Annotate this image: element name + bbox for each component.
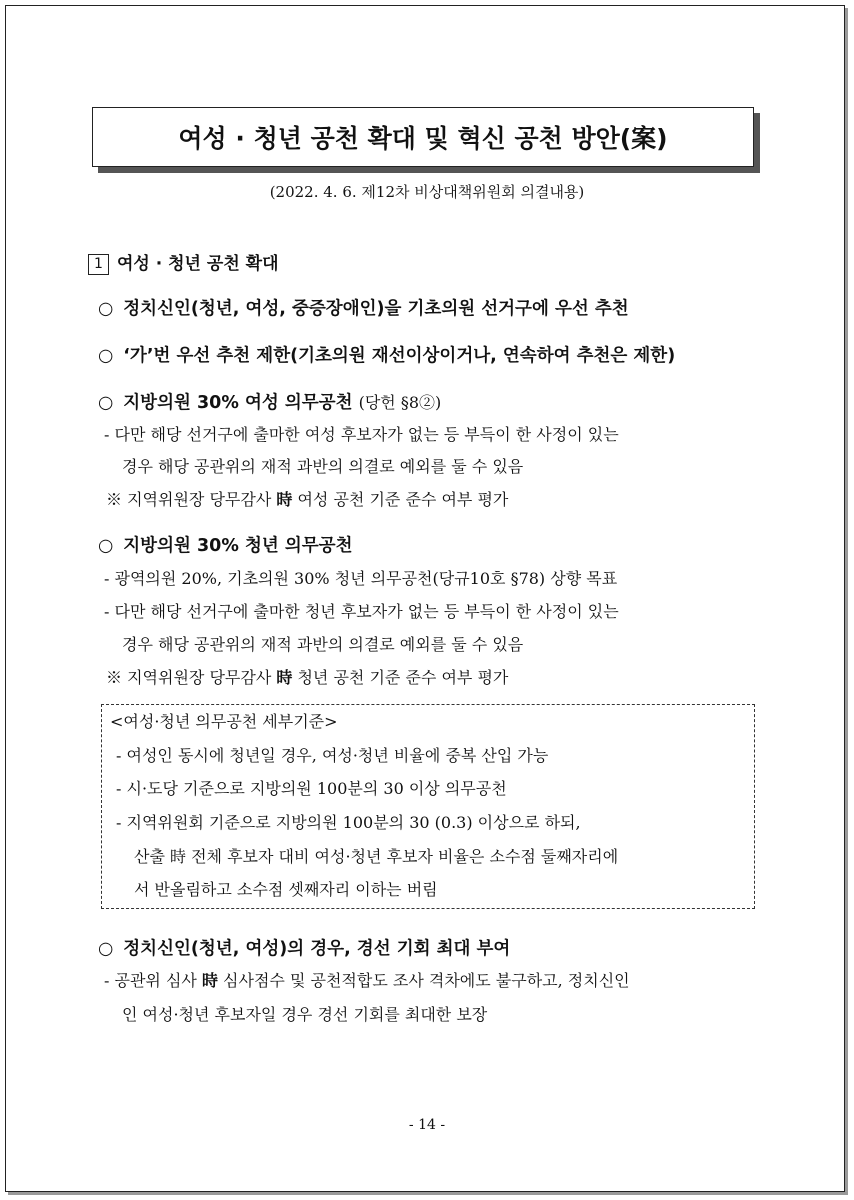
- section-title: 여성 · 청년 공천 확대: [117, 254, 279, 274]
- section-number: 1: [88, 254, 109, 275]
- bullet-3-text: 지방의원 30% 여성 의무공천: [123, 393, 353, 413]
- page-number: - 14 -: [408, 1117, 446, 1133]
- b4-line-1: - 광역의원 20%, 기초의원 30% 청년 의무공천(당규10호 §78) 상향 목표: [104, 569, 618, 588]
- detail-line-2: - 시·도당 기준으로 지방의원 100분의 30 이상 의무공천: [116, 779, 507, 798]
- b3-note-bold: 時: [276, 490, 293, 509]
- bullet-circle-icon: ○: [98, 393, 114, 413]
- bullet-5-text: 정치신인(청년, 여성)의 경우, 경선 기회 최대 부여: [123, 939, 511, 959]
- bullet-circle-icon: ○: [98, 299, 114, 319]
- document-title: 여성 · 청년 공천 확대 및 혁신 공천 방안(案): [92, 107, 754, 167]
- b5-line-2: 인 여성·청년 후보자일 경우 경선 기회를 최대한 보장: [122, 1005, 488, 1024]
- bullet-4-text: 지방의원 30% 청년 의무공천: [123, 536, 353, 556]
- b3-line-2: 경우 해당 공관위의 재적 과반의 의결로 예외를 둘 수 있음: [122, 457, 524, 476]
- bullet-circle-icon: ○: [98, 536, 114, 556]
- b3-note: [106, 487, 508, 510]
- detail-line-1: - 여성인 동시에 청년일 경우, 여성·청년 비율에 중복 산입 가능: [116, 746, 549, 765]
- b5-line-1-post: 심사점수 및 공천적합도 조사 격차에도 불구하고, 정치신인: [217, 971, 630, 990]
- bullet-1: [98, 295, 629, 320]
- b4-line-2: - 다만 해당 선거구에 출마한 청년 후보자가 없는 등 부득이 한 사정이 있는: [104, 602, 619, 621]
- b4-note: [106, 665, 508, 688]
- b5-line-1-bold: 時: [201, 971, 218, 990]
- bullet-circle-icon: ○: [98, 939, 114, 959]
- section-heading: [88, 249, 279, 275]
- detail-line-5: 서 반올림하고 소수점 셋째자리 이하는 버림: [134, 880, 438, 899]
- b4-note-post: 청년 공천 기준 준수 여부 평가: [292, 668, 509, 687]
- bullet-1-text: 정치신인(청년, 여성, 중증장애인)을 기초의원 선거구에 우선 추천: [123, 299, 629, 319]
- b5-line-1-pre: - 공관위 심사: [104, 971, 202, 990]
- detail-line-4: 산출 時 전체 후보자 대비 여성·청년 후보자 비율은 소수점 둘째자리에: [134, 847, 619, 866]
- b5-line-1: [104, 968, 630, 991]
- detail-header: <여성·청년 의무공천 세부기준>: [110, 712, 338, 731]
- document-subtitle: (2022. 4. 6. 제12차 비상대책위원회 의결내용): [269, 183, 585, 201]
- bullet-2-text: ‘가’번 우선 추천 제한(기초의원 재선이상이거나, 연속하여 추천은 제한): [123, 346, 676, 366]
- bullet-3: [98, 389, 441, 414]
- bullet-3-reference: (당헌 §8②): [358, 393, 442, 412]
- bullet-4: [98, 532, 353, 557]
- b4-note-pre: ※ 지역위원장 당무감사: [106, 668, 277, 687]
- bullet-circle-icon: ○: [98, 346, 114, 366]
- bullet-5: [98, 935, 510, 960]
- b3-note-post: 여성 공천 기준 준수 여부 평가: [292, 490, 509, 509]
- b4-line-3: 경우 해당 공관위의 재적 과반의 의결로 예외를 둘 수 있음: [122, 635, 524, 654]
- b3-note-pre: ※ 지역위원장 당무감사: [106, 490, 277, 509]
- b4-note-bold: 時: [276, 668, 293, 687]
- b3-line-1: - 다만 해당 선거구에 출마한 여성 후보자가 없는 등 부득이 한 사정이 있는: [104, 425, 619, 444]
- detail-line-3: - 지역위원회 기준으로 지방의원 100분의 30 (0.3) 이상으로 하되,: [116, 813, 581, 832]
- bullet-2: [98, 342, 675, 367]
